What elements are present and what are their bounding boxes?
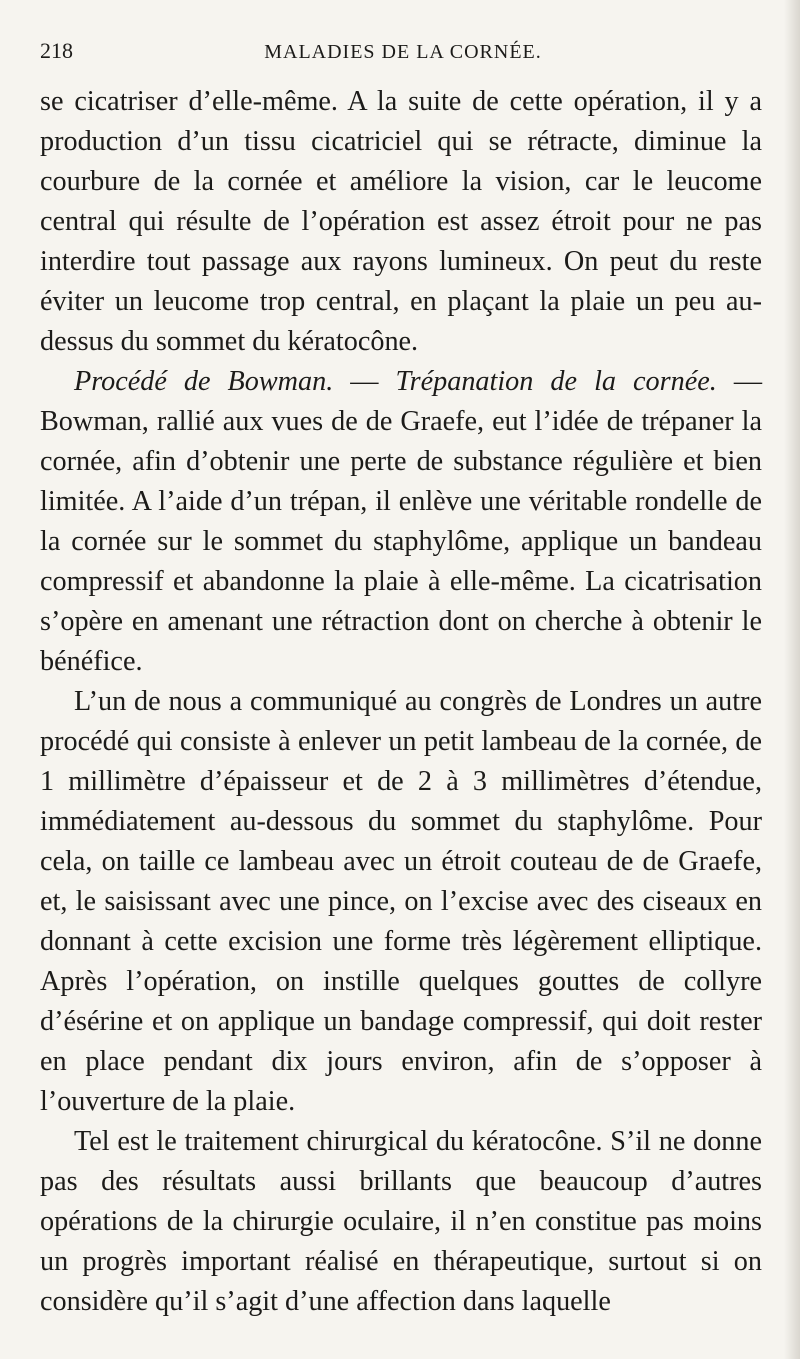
- running-head: [40, 38, 762, 82]
- paragraph-continuation: se cicatriser d’elle-même. A la suite de cette opération, il y a production d’un tissu cicatriciel qui se rétracte, diminue la courbure de la cornée et améliore la vision, car le leucome central qui résulte de l’opération est assez étroit pour ne pas interdire tout passage aux rayons lumineux. On peut du reste éviter un leucome trop central, en plaçant la plaie un peu au-dessus du sommet du kératocône.: [40, 86, 762, 357]
- page-number: 218: [40, 38, 73, 63]
- body-text: [40, 82, 762, 1322]
- paragraph-london-procedure: L’un de nous a communiqué au congrès de Londres un autre procédé qui consiste à enlever un petit lambeau de la cornée, de 1 millimètre d’épaisseur et de 2 à 3 millimètres d’étendue, immédiatement au-dessous du sommet du staphylôme. Pour cela, on taille ce lambeau avec un étroit couteau de de Graefe, et, le saisissant avec une pince, on l’excise avec des ciseaux en donnant à cette excision une forme très légèrement elliptique. Après l’opération, on instille quelques gouttes de collyre d’ésérine et on applique un bandage compressif, qui doit rester en place pendant dix jours environ, afin de s’opposer à l’ouverture de la plaie.: [40, 686, 762, 1117]
- page-edge-shadow: [784, 0, 800, 1359]
- running-title: MALADIES DE LA CORNÉE.: [264, 41, 542, 63]
- section-heading-bowman: Procédé de Bowman.: [74, 366, 334, 397]
- paragraph-bowman-body: Bowman, rallié aux vues de de Graefe, eut l’idée de trépaner la cornée, afin d’obtenir une perte de substance régulière et bien limitée. A l’aide d’un trépan, il enlève une véritable rondelle de la cornée sur le sommet du staphylôme, applique un bandeau compressif et abandonne la plaie à elle-même. La cicatrisation s’opère en amenant une rétraction dont on cherche à obtenir le bénéfice.: [40, 406, 762, 677]
- paragraph-bowman: [40, 362, 762, 682]
- section-heading-trepanation: Trépanation de la cornée.: [395, 366, 717, 397]
- paragraph-conclusion: Tel est le traitement chirurgical du kératocône. S’il ne donne pas des résultats aussi brillants que beaucoup d’autres opérations de la chirurgie oculaire, il n’en constitue pas moins un progrès important réalisé en thérapeutique, surtout si on considère qu’il s’agit d’une affection dans laquelle: [40, 1126, 762, 1317]
- em-dash: —: [333, 366, 396, 397]
- em-dash: —: [716, 366, 763, 397]
